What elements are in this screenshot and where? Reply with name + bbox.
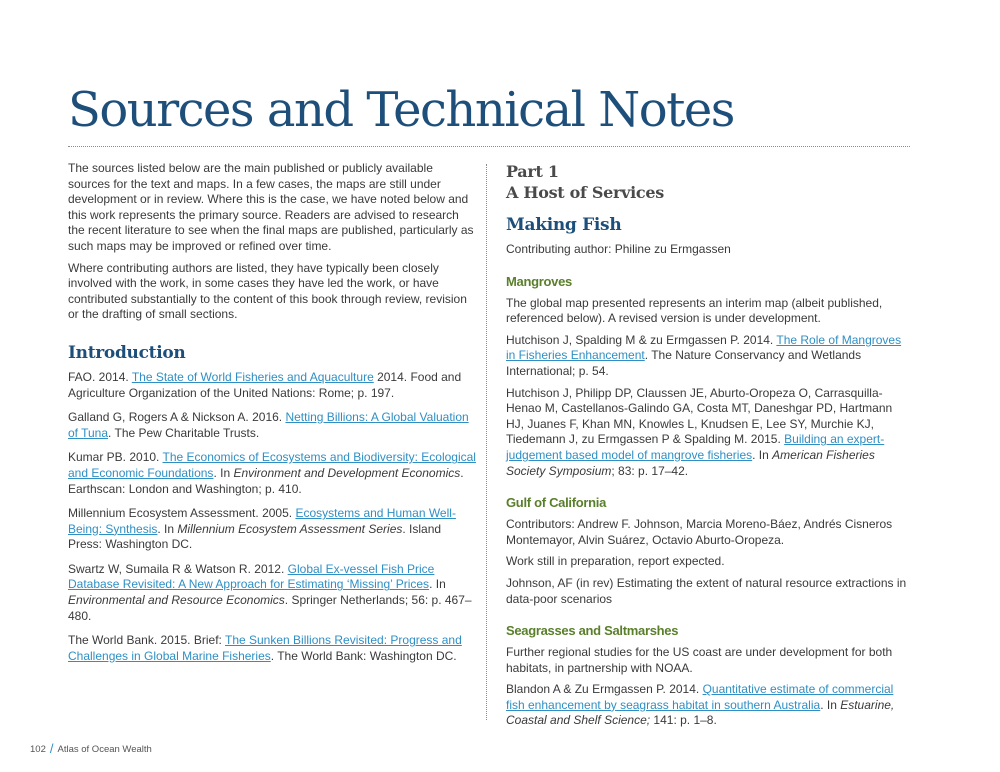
reference-item: Hutchison J, Spalding M & zu Ermgassen P. 2014. The Role of Mangroves in Fisheries Enhancement. The Nature Conservancy and Wetlands International; p. 54. (506, 332, 902, 378)
footer-separator: / (49, 741, 54, 756)
left-column (68, 161, 478, 673)
reference-item: Kumar PB. 2010. The Economics of Ecosystems and Biodiversity: Ecological and Economic Foundations. In Environment and Development Economics. Earthscan: London and Washington; p. 410. (68, 450, 476, 496)
section-heading-making-fish: Making Fish (506, 215, 622, 235)
subheading-seagrasses-saltmarshes: Seagrasses and Saltmarshes (506, 623, 679, 639)
page-footer (30, 740, 152, 755)
reference-item: Hutchison J, Philipp DP, Claussen JE, Aburto-Oropeza O, Carrasquilla-Henao M, Castellanos-Galindo GA, Costa MT, Daneshgar PD, Hartmann HJ, Juanes F, Khan MN, Knowles L, Knudsen E, Lee SY, Murchie KJ, Tiedemann J, zu Ermgassen P & Spalding M. 2015. Building an expert-judgement based model of mangrove fisheries. In American Fisheries Society Symposium; 83: p. 17–42. (506, 385, 893, 478)
section-heading-introduction: Introduction (68, 342, 186, 363)
reference-link[interactable]: The Role of Mangroves in Fisheries Enhancement (506, 332, 902, 363)
reference-item: Blandon A & Zu Ermgassen P. 2014. Quantitative estimate of commercial fish enhancement by seagrass habitat in southern Australia. In Estuarine, Coastal and Shelf Science; 141: p. 1–8. (506, 682, 895, 728)
title-divider (68, 146, 910, 147)
subheading-gulf-of-california: Gulf of California (506, 495, 607, 511)
reference-item: Swartz W, Sumaila R & Watson R. 2012. Global Ex-vessel Fish Price Database Revisited: A New Approach for Estimating ‘Missing’ Prices. In Environmental and Resource Economics. Springer Netherlands; 56: p. 467–480. (68, 561, 472, 623)
reference-item: Johnson, AF (in rev) Estimating the extent of natural resource extractions in data-poor scenarios (506, 575, 907, 606)
reference-link[interactable]: Netting Billions: A Global Valuation of Tuna (68, 410, 469, 440)
part-heading (506, 161, 910, 203)
reference-link[interactable]: Building an expert-judgement based model of mangrove fisheries (506, 432, 885, 462)
part-title: A Host of Services (506, 183, 664, 202)
column-divider (486, 164, 487, 720)
mangroves-note: The global map presented represents an interim map (albeit published, referenced below). A revised version is under development. (506, 295, 883, 326)
gulf-status: Work still in preparation, report expected. (506, 554, 725, 569)
book-title: Atlas of Ocean Wealth (57, 744, 152, 755)
reference-item: The World Bank. 2015. Brief: The Sunken Billions Revisited: Progress and Challenges in Global Marine Fisheries. The World Bank: Washington DC. (68, 633, 462, 663)
page-number: 102 (30, 744, 46, 755)
reference-link[interactable]: Global Ex-vessel Fish Price Database Revisited: A New Approach for Estimating ‘Missing’ Prices (68, 561, 435, 592)
reference-item: Galland G, Rogers A & Nickson A. 2016. Netting Billions: A Global Valuation of Tuna. The Pew Charitable Trusts. (68, 410, 469, 440)
reference-link[interactable]: Quantitative estimate of commercial fish enhancement by seagrass habitat in southern Australia (506, 682, 894, 712)
reference-link[interactable]: The State of World Fisheries and Aquaculture (131, 369, 374, 384)
contributing-author: Contributing author: Philine zu Ermgassen (506, 242, 731, 256)
page-title: Sources and Technical Notes (68, 82, 734, 138)
seagrass-note: Further regional studies for the US coast are under development for both habitats, in partnership with NOAA. (506, 645, 893, 675)
contributors-paragraph: Where contributing authors are listed, they have typically been closely involved with the work, in some cases they have led the work, or have contributed substantially to the content of this book through review, revision or the drafting of small sections. (68, 260, 467, 322)
reference-link[interactable]: The Sunken Billions Revisited: Progress and Challenges in Global Marine Fisheries (68, 633, 462, 663)
right-column (506, 161, 910, 735)
subheading-mangroves: Mangroves (506, 273, 572, 289)
gulf-contributors: Contributors: Andrew F. Johnson, Marcia Moreno-Báez, Andrés Cisneros Montemayor, Alvin Suárez, Octavio Aburto-Oropeza. (506, 517, 893, 547)
part-label: Part 1 (506, 162, 559, 181)
reference-item: FAO. 2014. The State of World Fisheries and Aquaculture 2014. Food and Agriculture Organization of the United Nations: Rome; p. 197. (68, 369, 462, 400)
reference-link[interactable]: Ecosystems and Human Well-Being: Synthesis (68, 506, 456, 536)
reference-link[interactable]: The Economics of Ecosystems and Biodiversity: Ecological and Economic Foundations (68, 450, 476, 480)
intro-paragraph: The sources listed below are the main published or publicly available sources for the text and maps. In a few cases, the maps are still under development or in review. Where this is the case, we have noted below and this work represents the primary source. Readers are advised to research the recent literature to see when the final maps are published, particularly as such maps may be improved or refined over time. (68, 161, 474, 253)
reference-item: Millennium Ecosystem Assessment. 2005. Ecosystems and Human Well-Being: Synthesis. In Millennium Ecosystem Assessment Series. Island Press: Washington DC. (68, 506, 456, 552)
